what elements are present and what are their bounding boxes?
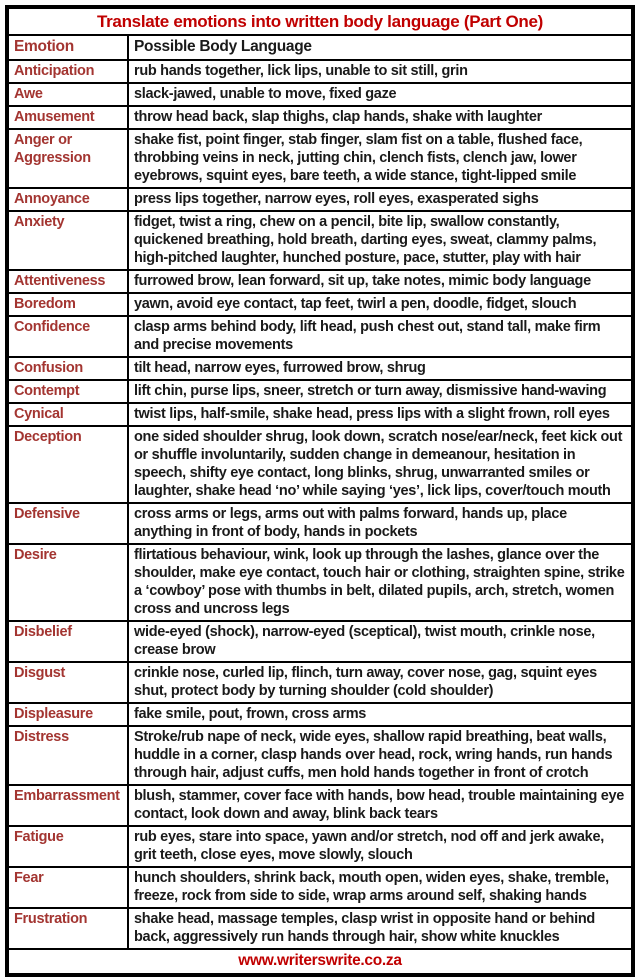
body-language-cell: yawn, avoid eye contact, tap feet, twirl a pen, doodle, fidget, slouch [128, 293, 633, 316]
emotion-cell: Confusion [7, 357, 128, 380]
table-row [7, 357, 633, 380]
table-row [7, 403, 633, 426]
body-language-cell: wide-eyed (shock), narrow-eyed (sceptical), twist mouth, crinkle nose, crease brow [128, 621, 633, 662]
emotion-cell: Disgust [7, 662, 128, 703]
table-row [7, 380, 633, 403]
body-language-cell: shake fist, point finger, stab finger, slam fist on a table, flushed face, throbbing veins in neck, jutting chin, clench fists, clench jaw, lower eyebrows, squint eyes, bare teeth, a wide stance, tight-lipped smile [128, 129, 633, 188]
body-language-cell: furrowed brow, lean forward, sit up, take notes, mimic body language [128, 270, 633, 293]
emotion-cell: Desire [7, 544, 128, 621]
emotion-cell: Attentiveness [7, 270, 128, 293]
table-row [7, 503, 633, 544]
body-language-cell: tilt head, narrow eyes, furrowed brow, shrug [128, 357, 633, 380]
emotion-cell: Awe [7, 83, 128, 106]
emotion-cell: Amusement [7, 106, 128, 129]
footer-row [7, 949, 633, 975]
emotion-cell: Frustration [7, 908, 128, 949]
body-language-cell: one sided shoulder shrug, look down, scratch nose/ear/neck, feet kick out or shuffle involuntarily, sudden change in demeanour, hesitation in speech, shifty eye contact, long blinks, shrug, unwarranted smiles or laughter, shake head ‘no’ while saying ‘yes’, lick lips, cover/touch mouth [128, 426, 633, 503]
table-row [7, 826, 633, 867]
emotion-cell: Confidence [7, 316, 128, 357]
page-title: Translate emotions into written body language (Part One) [7, 7, 633, 35]
body-language-cell: clasp arms behind body, lift head, push chest out, stand tall, make firm and precise movements [128, 316, 633, 357]
website-url: www.writerswrite.co.za [7, 949, 633, 975]
emotion-cell: Contempt [7, 380, 128, 403]
emotion-cell: Displeasure [7, 703, 128, 726]
body-language-cell: crinkle nose, curled lip, flinch, turn away, cover nose, gag, squint eyes shut, protect body by turning shoulder (cold shoulder) [128, 662, 633, 703]
body-language-cell: shake head, massage temples, clasp wrist in opposite hand or behind back, aggressively run hands through hair, show white knuckles [128, 908, 633, 949]
table-row [7, 544, 633, 621]
body-language-cell: fake smile, pout, frown, cross arms [128, 703, 633, 726]
header-row [7, 35, 633, 60]
column-header-body-language: Possible Body Language [128, 35, 633, 60]
emotion-cell: Disbelief [7, 621, 128, 662]
table-row [7, 60, 633, 83]
column-header-emotion: Emotion [7, 35, 128, 60]
table-row [7, 867, 633, 908]
title-row [7, 7, 633, 35]
body-language-cell: lift chin, purse lips, sneer, stretch or turn away, dismissive hand-waving [128, 380, 633, 403]
table-row [7, 908, 633, 949]
emotion-cell: Fear [7, 867, 128, 908]
emotion-cell: Embarrassment [7, 785, 128, 826]
body-language-cell: press lips together, narrow eyes, roll eyes, exasperated sighs [128, 188, 633, 211]
emotion-cell: Fatigue [7, 826, 128, 867]
body-language-cell: flirtatious behaviour, wink, look up through the lashes, glance over the shoulder, make eye contact, touch hair or clothing, straighten spine, strike a ‘cowboy’ pose with thumbs in belt, dilated pupils, arch, stretch, women cross and uncross legs [128, 544, 633, 621]
table-row [7, 270, 633, 293]
body-language-cell: cross arms or legs, arms out with palms forward, hands up, place anything in front of body, hands in pockets [128, 503, 633, 544]
body-language-cell: rub eyes, stare into space, yawn and/or stretch, nod off and jerk awake, grit teeth, close eyes, move slowly, slouch [128, 826, 633, 867]
table-row [7, 662, 633, 703]
body-language-cell: slack-jawed, unable to move, fixed gaze [128, 83, 633, 106]
table-row [7, 106, 633, 129]
body-language-cell: throw head back, slap thighs, clap hands, shake with laughter [128, 106, 633, 129]
table-row [7, 316, 633, 357]
body-language-cell: blush, stammer, cover face with hands, bow head, trouble maintaining eye contact, look down and away, blink back tears [128, 785, 633, 826]
table-row [7, 211, 633, 270]
table-row [7, 188, 633, 211]
table-row [7, 293, 633, 316]
body-language-cell: Stroke/rub nape of neck, wide eyes, shallow rapid breathing, beat walls, huddle in a corner, clasp hands over head, rock, wring hands, run hands through hair, adjust cuffs, men hold hands together in front of crotch [128, 726, 633, 785]
body-language-cell: fidget, twist a ring, chew on a pencil, bite lip, swallow constantly, quickened breathing, hold breath, darting eyes, sweat, clammy palms, high-pitched laughter, hunched posture, pace, stutter, play with hair [128, 211, 633, 270]
emotion-cell: Anticipation [7, 60, 128, 83]
table-row [7, 621, 633, 662]
emotion-cell: Boredom [7, 293, 128, 316]
emotion-cell: Distress [7, 726, 128, 785]
emotion-cell: Anger or Aggression [7, 129, 128, 188]
table-row [7, 83, 633, 106]
table-rows [7, 60, 633, 949]
table-row [7, 426, 633, 503]
emotion-cell: Anxiety [7, 211, 128, 270]
emotion-cell: Deception [7, 426, 128, 503]
emotions-table [5, 5, 635, 977]
table-row [7, 703, 633, 726]
emotion-cell: Cynical [7, 403, 128, 426]
body-language-cell: hunch shoulders, shrink back, mouth open, widen eyes, shake, tremble, freeze, rock from side to side, wrap arms around self, shaking hands [128, 867, 633, 908]
body-language-cell: twist lips, half-smile, shake head, press lips with a slight frown, roll eyes [128, 403, 633, 426]
table-row [7, 785, 633, 826]
table-row [7, 129, 633, 188]
table-row [7, 726, 633, 785]
body-language-cell: rub hands together, lick lips, unable to sit still, grin [128, 60, 633, 83]
emotion-cell: Annoyance [7, 188, 128, 211]
emotion-cell: Defensive [7, 503, 128, 544]
